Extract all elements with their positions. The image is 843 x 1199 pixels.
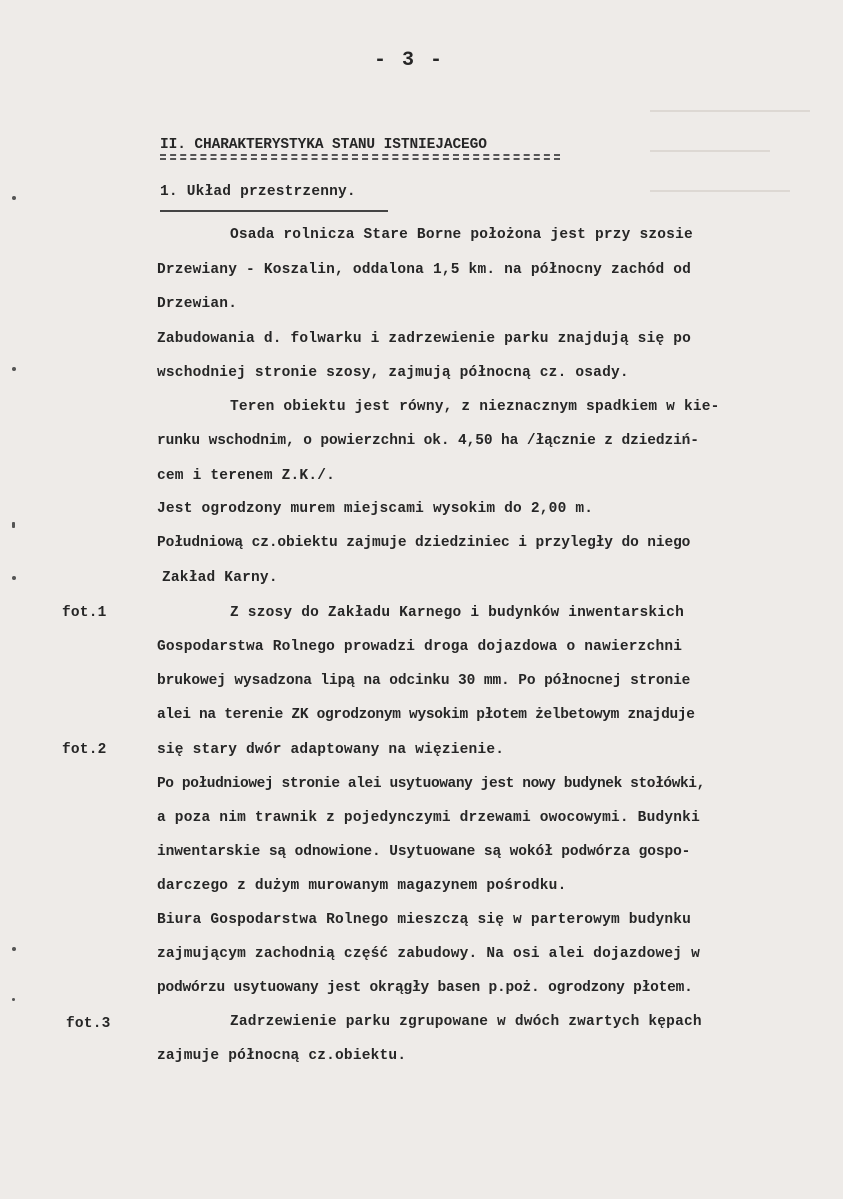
text-line-14: brukowej wysadzona lipą na odcinku 30 mm. Po północnej stronie xyxy=(157,673,691,689)
text-line-20: darczego z dużym murowanym magazynem pośrodku. xyxy=(157,878,567,894)
text-line-24: Zadrzewienie parku zgrupowane w dwóch zwartych kępach xyxy=(230,1014,702,1030)
text-line-25: zajmuje północną cz.obiektu. xyxy=(157,1048,407,1064)
text-line-11: Zakład Karny. xyxy=(162,570,278,586)
text-line-22: zajmującym zachodnią część zabudowy. Na osi alei dojazdowej w xyxy=(157,946,700,962)
text-line-8: cem i terenem Z.K./. xyxy=(157,468,336,484)
text-line-19: inwentarskie są odnowione. Usytuowane są wokół podwórza gospo- xyxy=(157,844,691,860)
side-note-fot-2: fot.2 xyxy=(62,742,107,758)
heading-double-underline xyxy=(160,154,560,160)
text-line-5: wschodniej stronie szosy, zajmują północną cz. osady. xyxy=(157,365,629,381)
text-line-6: Teren obiektu jest równy, z nieznacznym spadkiem w kie- xyxy=(230,399,720,415)
text-line-21: Biura Gospodarstwa Rolnego mieszczą się w parterowym budynku xyxy=(157,912,692,928)
margin-speck xyxy=(12,196,16,200)
margin-speck xyxy=(12,522,15,528)
text-line-13: Gospodarstwa Rolnego prowadzi droga dojazdowa o nawierzchni xyxy=(157,639,683,655)
side-note-fot-1: fot.1 xyxy=(62,605,107,621)
text-line-10: Południową cz.obiektu zajmuje dziedziniec i przyległy do niego xyxy=(157,535,691,551)
text-line-4: Zabudowania d. folwarku i zadrzewienie parku znajdują się po xyxy=(157,331,692,347)
text-line-1: Osada rolnicza Stare Borne położona jest przy szosie xyxy=(230,227,693,243)
text-line-17: Po południowej stronie alei usytuowany jest nowy budynek stołówki, xyxy=(157,776,705,792)
text-line-9: Jest ogrodzony murem miejscami wysokim do 2,00 m. xyxy=(157,501,594,517)
text-line-12: Z szosy do Zakładu Karnego i budynków inwentarskich xyxy=(230,605,684,621)
bleed-through-text xyxy=(650,78,820,118)
text-line-7: runku wschodnim, o powierzchni ok. 4,50 ha /łącznie z dziedziń- xyxy=(157,433,699,449)
section-heading: II. CHARAKTERYSTYKA STANU ISTNIEJACEGO xyxy=(160,137,487,153)
margin-speck xyxy=(12,576,16,580)
margin-speck xyxy=(12,367,16,371)
margin-speck xyxy=(12,947,16,951)
text-line-18: a poza nim trawnik z pojedynczymi drzewami owocowymi. Budynki xyxy=(157,810,700,826)
text-line-2: Drzewiany - Koszalin, oddalona 1,5 km. na północny zachód od xyxy=(157,262,692,278)
text-line-23: podwórzu usytuowany jest okrągły basen p.poż. ogrodzony płotem. xyxy=(157,980,693,996)
text-line-15: alei na terenie ZK ogrodzonym wysokim płotem żelbetowym znajduje xyxy=(157,707,695,723)
subsection-heading: 1. Układ przestrzenny. xyxy=(160,184,356,200)
text-line-3: Drzewian. xyxy=(157,296,238,312)
page-number: - 3 - xyxy=(374,49,445,72)
subheading-underline xyxy=(160,210,388,212)
side-note-fot-3: fot.3 xyxy=(66,1016,111,1032)
margin-speck xyxy=(12,998,15,1001)
text-line-16: się stary dwór adaptowany na więzienie. xyxy=(157,742,505,758)
